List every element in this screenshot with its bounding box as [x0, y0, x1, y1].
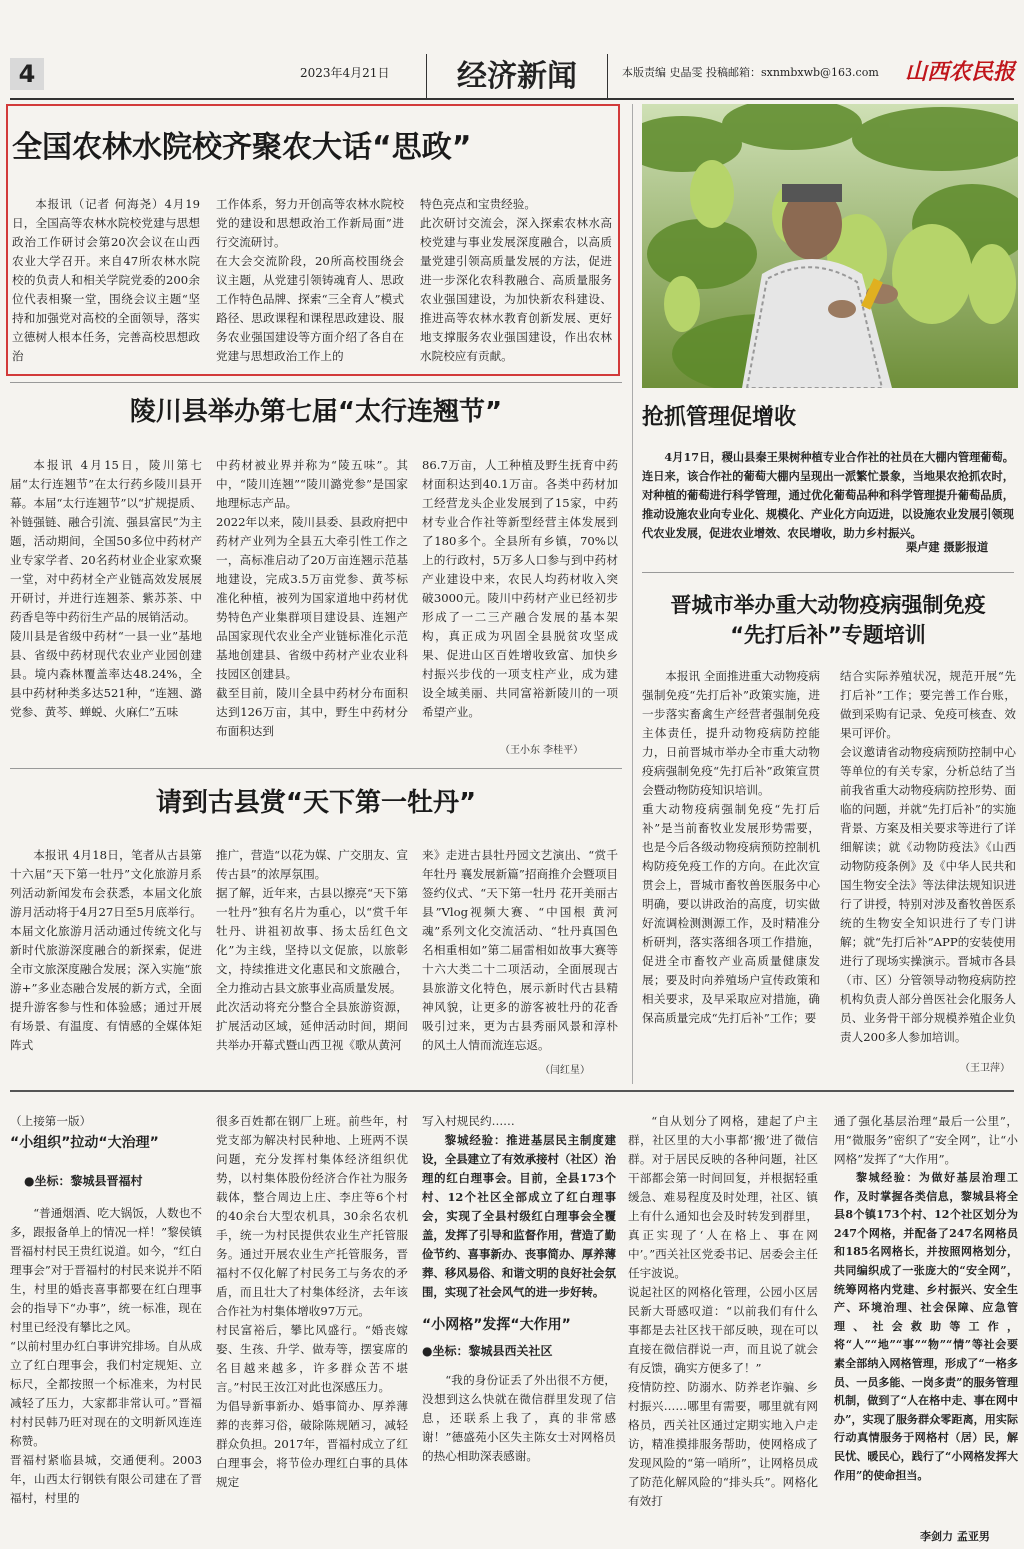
article3-headline: 请到古县赏“天下第一牡丹” [155, 788, 477, 818]
grape-greenhouse-photo [642, 104, 1018, 388]
photo-story-credit: 栗卢建 摄影报道 [906, 540, 989, 554]
newspaper-logo: 山西农民报 [905, 59, 1016, 85]
photo-story-headline: 抢抓管理促增收 [642, 405, 797, 430]
article5-col3-experience: 黎城经验：推进基层民主制度建设，全县建立了有效承接村（社区）治理的红白理事会。目前，全县173个村、12个社区全部成立了红白理事会，实现了全县村级红白理事会全覆盖，发挥了引导和监督作用，营造了勤俭节约、喜事新办、丧事简办、厚养薄葬、移风易俗、和谐文明的良好社会氛围，实现了社会风气的进一步好转。 [422, 1133, 616, 1299]
article4-byline: （王卫萍） [960, 1063, 1010, 1074]
article2-col3: 86.7万亩，人工种植及野生抚育中药材面积达到40.1万亩。各类中药材加工经营龙头企业发展到了15家，中药材专业合作社等新型经营主体发展到了180多个。全县所有乡镇，70%以上的行政村，5万多人口参与到中药材产业建设中来，农民人均药材收入突破3000元。陵川中药材产业已经初步形成了一二三产融合发展的基本架构，真正成为巩固全县脱贫攻坚成果、促进山区百姓增收致富、加快乡村振兴步伐的一项支柱产业，成为建设全域美丽、共同富裕新陵川的一项希望产业。 [422, 458, 618, 719]
article2-col2: 中药材被业界并称为“陵五味”。其中，“陵川连翘”“陵川潞党参”是国家地理标志产品。 2022年以来，陵川县委、县政府把中药材产业列为全县五大牵引性工作之一，高标准启动了20万亩连翘示范基地建设，完成3.5万亩党参、黄芩标准化种植，被列为国家道地中药材优势特色产业集群项目建设县、连翘产品国家现代农业全产业链标准化示范基地创建县、省级中药材产业农业科技园区创建县。 截至目前，陵川全县中药材分布面积达到126万亩，其中，野生中药材分布面积达到 [216, 458, 408, 738]
section-title: 经济新闻 [426, 54, 608, 100]
article4-col2: 结合实际养殖状况，规范开展“先打后补”工作；要完善工作台账，做到采购有记录、免疫可核查、效果可评价。 会议邀请省动物疫病预防控制中心等单位的有关专家，分析总结了当前我省重大动物疫病防控形势、面临的问题，并就“先打后补”的实施背景、方案及相关要求等进行了详细解读；就《动物防疫法》《山西动物防疫条例》及《中华人民共和国生物安全法》等法律法规知识进行了讲授，特别对涉及畜牧兽医系统的生物安全知识进行了专门讲解；就“先打后补”APP的安装使用进行了现场实操演示。晋城市各县（市、区）分管领导动物疫病防控机构负责人部分兽医社会化服务人员、业务骨干部分规模养殖企业负责人200多人参加培训。 [840, 669, 1016, 1044]
article5-col1: “普通烟酒、吃大锅饭，人数也不多，跟报备单上的情况一样！”黎侯镇晋福村村民王贵红说道。如今，“红白理事会”对于晋福村的村民来说并不陌生，村里的婚丧喜事都要在红白理事会的指导下“办事”，统一标准，现在村里已经没有攀比之风。 “以前村里办红白事讲究排场。自从成立了红白理事会，我们村定规矩、立标尺，全都按照一个标准来，为村民减轻了压力，大家都非常认可。”晋福村村民韩乃旺对现在的文明新风连连称赞。 晋福村紧临县城，交通便利。2003年，山西太行钢铁有限公司建在了晋福村，村里的 [10, 1206, 202, 1505]
article3-col3: 来》走进古县牡丹园文艺演出、“赏千年牡丹 襄发展新篇”招商推介会暨项目签约仪式、“天下第一牡丹 花开美丽古县”Vlog视频大赛、“中国根 黄河魂”系列文化交流活动、“牡丹真国色 名相重相如”第二届雷相如故事大赛等十六大类二十二项活动，全面展现古县旅游文化特色，展示新时代古县精神风貌，让更多的游客被牡丹的花香吸引过来，更为古县秀丽风景和淳朴的风土人情而流连忘返。 [422, 848, 618, 1052]
article1-headline: 全国农林水院校齐聚农大话“思政” [12, 130, 472, 165]
article3-col1: 本报讯 4月18日，笔者从古县第十六届“天下第一牡丹”文化旅游月系列活动新闻发布会获悉，本届文化旅游月活动将于4月27日至5月底举行。 本届文化旅游月活动通过传统文化与新时代旅游深度融合的新探索，促进全市文旅深度融合发展；深入实施“旅游+”多业态融合发展的新方式，全面提升游客参与性和体验感；通过开展有场景、有温度、有情感的全媒体矩阵式 [10, 848, 202, 1052]
article5-col2: 很多百姓都在钢厂上班。前些年，村党支部为解决村民种地、上班两不误问题，充分发挥村集体经济组织优势，以村集体股份经济合作社为服务载体，整合周边上庄、李庄等6个村的40余台大型农机具，30余名农机手，统一为村民提供农业生产托管服务。通过开展农业生产托管服务，晋福村不仅化解了村民务工与务农的矛盾，而且壮大了村集体经济，去年该合作社为村集体增收97万元。 村民富裕后，攀比风盛行。“婚丧嫁娶、生孩、升学、做寿等，摆宴席的名目越来越多，许多群众苦不堪言。”村民王汝江对此也深感压力。 为倡导新事新办、婚事简办、厚养薄葬的丧葬习俗，破除陈规陋习，减轻群众负担。2017年，晋福村成立了红白理事会，将节俭办理红白事的具体规定 [216, 1114, 408, 1489]
article4-col1: 本报讯 全面推进重大动物疫病强制免疫“先打后补”政策实施，进一步落实畜禽生产经营者强制免疫主体责任，提升动物疫病防控能力，日前晋城市举办全市重大动物疫病强制免疫“先打后补”政策宣贯会暨动物防疫知识培训。 重大动物疫病强制免疫“先打后补”是当前畜牧业发展形势需要，也是今后各级动物疫病预防控制机构防疫免疫工作的方向。在此次宣贯会上，晋城市畜牧兽医服务中心明确，要以讲政治的高度，切实做好流调检测测源工作，及时精准分析研判，落实落细各项工作措施，促进全市畜牧产业高质量健康发展；要及时向养殖场户宣传政策和相关要求，及早采取应对措施，确保高质量完成“先打后补”工作；要 [642, 669, 820, 1025]
grape-photo-illustration [642, 104, 1018, 388]
article5-locale2: ●坐标：黎城县西关社区 [422, 1344, 553, 1358]
article4-headline-line1: 晋城市举办重大动物疫病强制免疫 [670, 593, 986, 617]
article5-col4: “自从划分了网格，建起了户主群，社区里的大小事都‘搬’进了微信群。对于居民反映的各种问题，社区干部都会第一时间回复，并根据轻重缓急、难易程度及时处理，社区、镇上有什么通知也会及时转发到群里，真正实现了‘人在格上、事在网中’。”西关社区党委书记、居委会主任任宇波说。 说起社区的网格化管理，公园小区居民新大哥感叹道：“以前我们有什么事都是去社区找干部反映，现在可以直接在微信群说一声，而且说了就会有反馈，确实方便多了！” 疫情防控、防溺水、防养老诈骗、乡村振兴……哪里有需要，哪里就有网格员，西关社区通过定期实地入户走访，精准摸排服务帮助，使网格成了发现风险的“第一哨所”，让网格员成了防范化解风险的“排头兵”。网格化有效打 [628, 1114, 818, 1508]
article5-col3-tail: “我的身份证丢了外出很不方便，没想到这么快就在微信群里发现了信息，还联系上我了，真的非常感谢！”德盛苑小区失主陈女士对网格员的热心相助深表感谢。 [422, 1373, 616, 1463]
article5-subhead2: “小网格”发挥“大作用” [422, 1317, 571, 1333]
issue-date: 2023年4月21日 [300, 66, 390, 80]
article2-headline: 陵川县举办第七届“太行连翘节” [129, 397, 503, 427]
article5-col5-experience: 黎城经验：为做好基层治理工作，及时掌握各类信息，黎城县将全县8个镇173个村、12个社区划分为247个网格，并配备了247名网格员和185名网格长，并按照网格划分，共同编织成了一张庞大的“安全网”，统筹网格内党建、乡村振兴、安全生产、环境治理、社会保障、应急管理、社会救助等工作，将“人”“地”“事”“物”“情”等社会要素全部纳入网格管理，形成了“一格多员、一员多能、一岗多责”的服务管理机制，做到了“人在格中走、事在网中办”，实现了服务群众零距离，用实际行动真情服务于网格村（居）民，解民忧、暖民心，践行了“小网格发挥大作用”的使命担当。 [834, 1171, 1018, 1482]
article5-byline: 李剑力 孟亚男 [920, 1530, 990, 1543]
photo-story-caption: 4月17日，稷山县秦王果树种植专业合作社的社员在大棚内管理葡萄。连日来，该合作社的葡萄大棚内呈现出一派繁忙景象，当地果农抢抓农时，对种植的葡萄进行科学管理，通过优化葡萄品种和科学管理提升葡萄品质，推动设施农业向专业化、规模化、产业化方向迈进，以设施农业发展引领现代农业发展，促进农业增效、农民增收，助力乡村振兴。 [642, 450, 1014, 540]
continued-note: （上接第一版） [10, 1114, 92, 1128]
article5-col5-text: 通了强化基层治理“最后一公里”，用“微服务”密织了“安全网”，让“小网格”发挥了“大作用”。 [834, 1114, 1018, 1166]
article4-headline-line2: “先打后补”专题培训 [730, 623, 926, 647]
editor-info: 本版责编 史晶雯 投稿邮箱：sxnmbxwb@163.com [622, 66, 879, 79]
article3-col2: 推广，营造“以花为媒、广交朋友、宣传古县”的浓厚氛围。 据了解，近年来，古县以擦亮“天下第一牡丹”独有名片为重心，以“赏千年牡丹、讲祖初故事、扬太岳红色文化”为主线，坚持以文促旅，以旅彰文，持续推进文化惠民和文旅融合，全力推动古县文旅事业高质量发展。 此次活动将充分整合全县旅游资源，扩展活动区域，延伸活动时间，期间共举办开幕式暨山西卫视《歌从黄河 [216, 848, 408, 1052]
article2-byline: （王小东 李桂平） [500, 745, 584, 756]
article1-col3: 特色亮点和宝贵经验。 此次研讨交流会，深入探索农林水高校党建与事业发展深度融合，以高质量党建引领高质量发展的方法，促进进一步深化农科教融合、高质量服务农业强国建设，为加快新农科建设、推进高等农林水教育创新发展、更好地支撑服务农业强国建设，作出农林水院校应有贡献。 [420, 197, 612, 363]
article2-col1: 本报讯 4月15日，陵川第七届“太行连翘节”在太行药乡陵川县开幕。本届“太行连翘节”以“扩规提质、补链强链、融合引流、强县富民”为主题，活动期间，全国50多位中药材产业专家学者、20名药材业企业家欢聚一堂，对中药材全产业链高效发展展开研讨，并进行连翘茶、紫苏茶、中药香皂等中药衍生产品的展销活动。 陵川县是省级中药材“一县一业”基地县、省级中药材现代农业产业园创建县。境内森林覆盖率达48.24%，全县中药材种类多达521种，“连翘、潞党参、黄芩、蝉蜕、火麻仁”五味 [10, 458, 202, 719]
article5-locale1: ●坐标：黎城县晋福村 [24, 1174, 143, 1188]
article3-byline: （闫红星） [540, 1065, 590, 1076]
page-number: 4 [10, 58, 44, 90]
article5-subhead1: “小组织”拉动“大治理” [10, 1135, 159, 1151]
article5-col3-text: 写入村规民约…… [422, 1114, 515, 1128]
article1-col2: 工作体系，努力开创高等农林水院校党的建设和思想政治工作新局面”进行交流研讨。 在大会交流阶段，20所高校围绕会议主题，从党建引领铸魂育人、思政工作特色品牌、探索“三全育人”模式路径、思政课程和课程思政建设、服务农业强国建设等方面介绍了各自在党建与思想政治工作上的 [216, 197, 404, 363]
article1-col1: 本报讯（记者 何海尧）4月19日，全国高等农林水院校党建与思想政治工作研讨会第20次会议在山西农业大学召开。来自47所农林水院校的负责人和相关学院党委的200余位代表相聚一堂，围绕会议主题“坚持和加强党对高校的全面领导，落实立德树人根本任务，完善高校思想政治 [12, 197, 200, 363]
